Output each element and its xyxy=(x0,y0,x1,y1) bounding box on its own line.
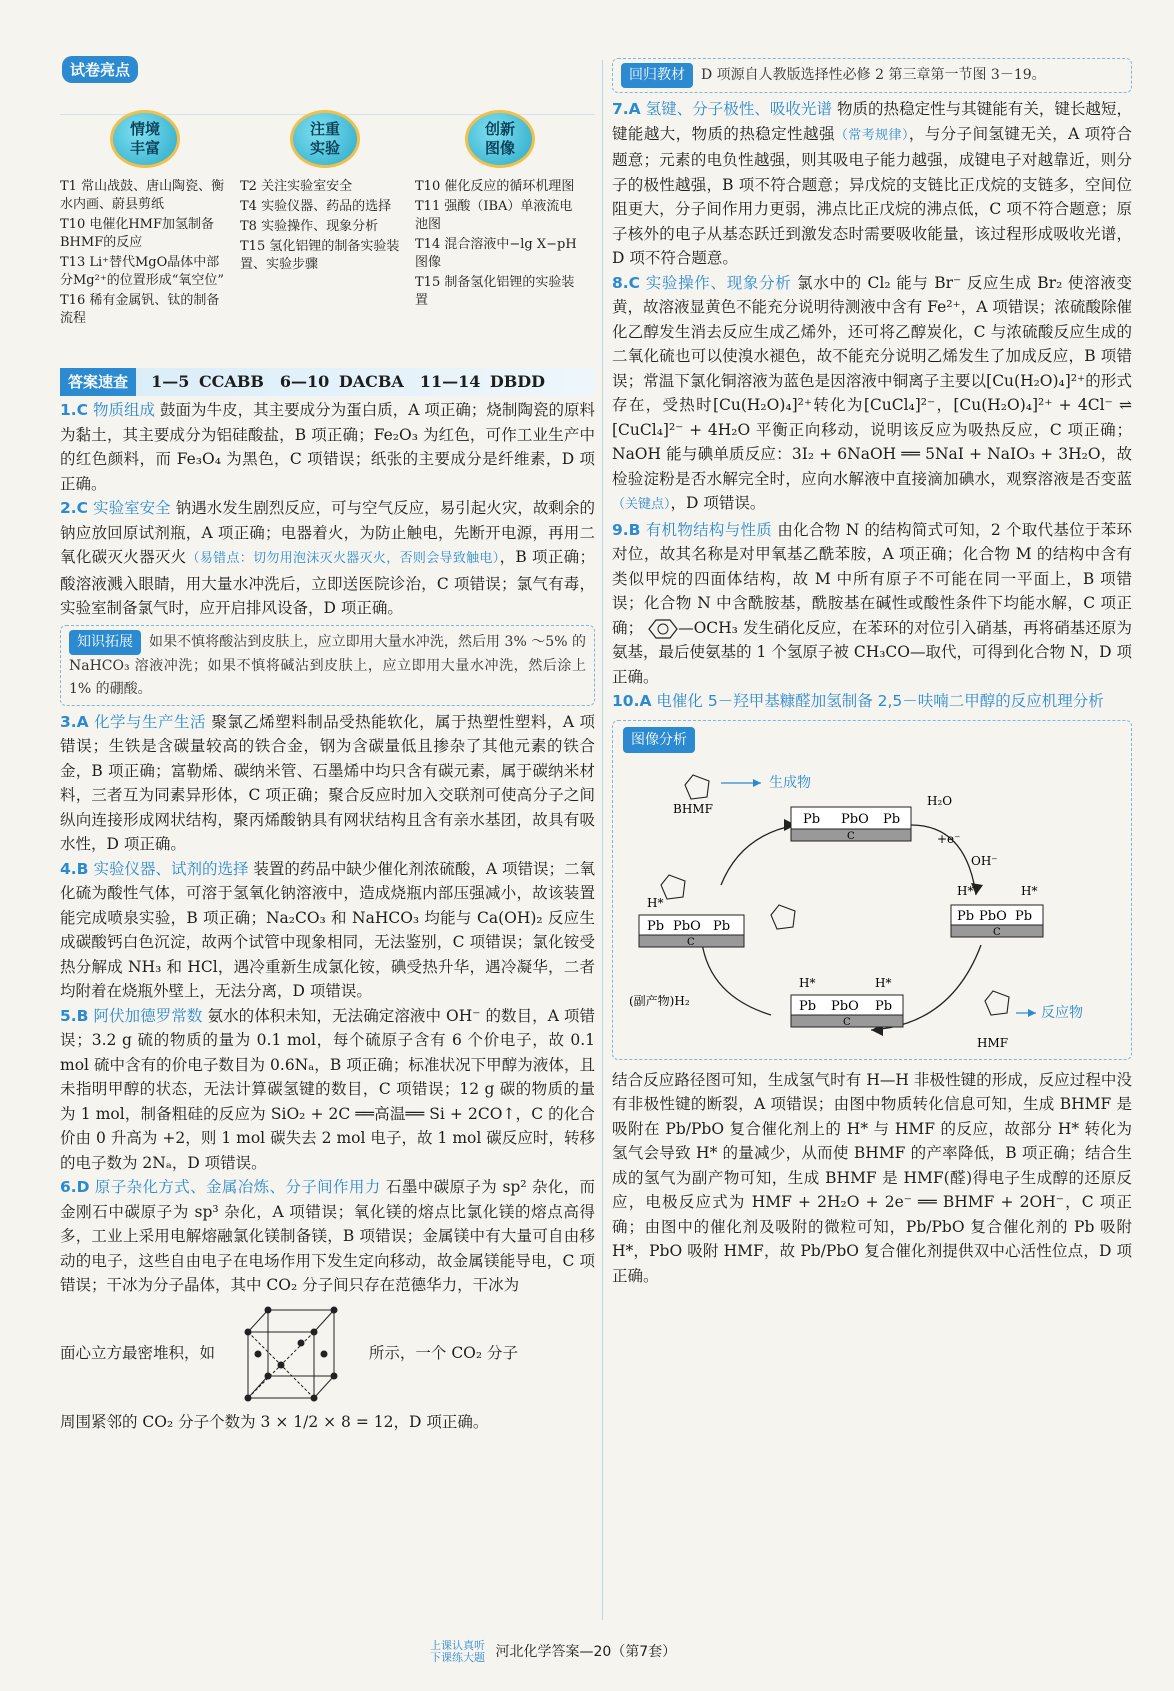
highlight-list xyxy=(240,178,410,274)
dry-ice-crystal-figure xyxy=(232,1302,352,1406)
hydroxide-label: OH⁻ xyxy=(971,853,998,868)
catalyst-pbo: PbO xyxy=(979,908,1007,924)
textbook-tag: 回归教材 xyxy=(621,63,693,88)
catalyst-c: C xyxy=(687,936,695,948)
catalyst-c: C xyxy=(847,830,855,842)
answer-8: 8.C 实验操作、现象分析 氯水中的 Cl₂ 能与 Br⁻ 反应生成 Br₂ 使溶液变黄，故溶液显黄色不能充分说明待测液中含有 Fe²⁺，A 项错误；浓硫酸除催化乙醇发生消去反应生成乙烯外，还可将乙醇炭化，C 与浓硫酸反应生成的二氧化硫也可以使溴水褪色，故不能充分说明乙烯发生了加成反应，B 项错误；常温下氯化铜溶液为蓝色是因溶液中铜离子主要以[Cu(H₂O)₄]²⁺的形式存在，受热时[Cu(H₂O)₄]²⁺转化为[CuCl₄]²⁻，[Cu(H₂O)₄]²⁺ + 4Cl⁻ ⇌ [CuCl₄]²⁻ + 4H₂O 平衡正向移动，说明该反应为吸热反应，C 项正确；NaOH 能与碘单质反应：3I₂ + 6NaOH ══ 5NaI + NaIO₃ + 3H₂O，故检验淀粉是否水解完全时，应向水解液中直接滴加碘水，观察溶液是否变蓝（关键点），D 项错误。 xyxy=(612,273,1132,512)
catalyst-pb: Pb xyxy=(799,998,817,1014)
list-item: T10 电催化HMF加氢制备BHMF的反应 xyxy=(60,217,215,250)
mechanism-diagram xyxy=(612,720,1132,1060)
benzene-ring-icon xyxy=(648,618,678,640)
h-star: H* xyxy=(799,975,816,990)
tip-tag: 知识拓展 xyxy=(69,630,141,655)
product-label: 生成物 xyxy=(769,774,811,791)
bhmf-label: BHMF xyxy=(673,801,713,816)
answer-10-body: 结合反应路径图可知，生成氢气时有 H—H 非极性键的形成，反应过程中没有非极性键的断裂，A 项错误；由图中物质转化信息可知，生成 BHMF 是吸附在 Pb/PbO 复合催化剂上的 H* 与 HMF 的反应，故部分 H* 转化为氢气会导致 H* 的量减少，从而使 BHMF 的产率降低，B 项正确；结合生成的氢气为副产物可知，生成 BHMF 是 HMF(醛)得电子生成醇的还原反应，电极反应式为 HMF + 2H₂O + 2e⁻ ══ BHMF + 2OH⁻，C 项正确；由图中的催化剂及吸附的微粒可知，Pb/PbO 复合催化剂的 Pb 吸附 H*，PbO 吸附 HMF，故 Pb/PbO 复合催化剂提供双中心活性位点，D 项正确。 xyxy=(612,1070,1132,1285)
answer-5: 5.B 阿伏加德罗常数 氨水的体积未知，无法确定溶液中 OH⁻ 的数目，A 项错误；3.2 g 硫的物质的量为 0.1 mol，每个硫原子含有 6 个价电子，故 0.1 mol 硫中含有的价电子数目为 0.6Nₐ，B 项正确；标准状况下甲醇为液体，且未指明甲醇的状态，无法计算碳氢键的数目，C 项错误；12 g 碳的物质的量为 1 mol，制备粗硅的反应为 SiO₂ + 2C ══高温══ Si + 2CO↑，C 的化合价由 0 升高为 +2，则 1 mol 碳失去 2 mol 电子，故 1 mol 碳反应时，转移的电子数为 2Nₐ，D 项错误。 xyxy=(60,1006,595,1172)
reactant-label: 反应物 xyxy=(1041,1004,1083,1021)
brand-logo: 上课认真听 下课练大题 xyxy=(430,1639,485,1664)
answer-3: 3.A 化学与生产生活 聚氯乙烯塑料制品受热能软化，属于热塑性塑料，A 项错误；生铁是含碳量较高的铁合金，钢为含碳量低且掺杂了其他元素的铁合金，B 项正确；富勒烯、碳纳米管、石墨烯中均只含有碳元素，属于碳纳米材料，三者互为同素异形体，C 项正确；聚合反应时加入交联剂可使高分子之间纵向连接形成网状结构，聚丙烯酸钠具有网状结构且含有亲水基团，故具有吸水性，D 项正确。 xyxy=(60,712,595,853)
answer-4: 4.B 实验仪器、试剂的选择 装置的药品中缺少催化剂浓硫酸，A 项错误；二氧化硫为酸性气体，可溶于氢氧化钠溶液中，造成烧瓶内部压强减小，故该装置能完成喷泉实验，B 项正确；Na₂CO₃ 和 NaHCO₃ 均能与 Ca(OH)₂ 反应生成碳酸钙白色沉淀，故两个试管中现象相同，无法鉴别，C 项错误；氯化铵受热分解成 NH₃ 和 HCl，遇冷重新生成氯化铵，碘受热升华，遇冷凝华，二者均附着在烧瓶外壁上，无法分离，D 项错误。 xyxy=(60,859,596,1000)
answer-10-heading: 10.A 电催化 5－羟甲基糠醛加氢制备 2,5－呋喃二甲醇的反应机理分析 xyxy=(612,692,1104,710)
highlight-list xyxy=(415,178,585,310)
catalyst-pbo: PbO xyxy=(841,811,869,827)
answer-6-figure-line: 面心立方最密堆积，如 所示，一个 CO₂ 分子 xyxy=(60,1302,595,1406)
answer-9: 9.B 有机物结构与性质 由化合物 N 的结构简式可知，2 个取代基位于苯环对位，故其名称是对甲氧基乙酰苯胺，A 项正确；化合物 M 的结构中含有类似甲烷的四面体结构，故 M 中所有原子不可能在同一平面上，B 项错误；化合物 N 中含酰胺基，酰胺基在碱性或酸性条件下均能水解，C 项正确； —OCH₃ 发生硝化反应，在苯环的对位引入硝基，再将硝基还原为氨基，最后使氨基的 1 个氢原子被 CH₃CO—取代，可得到化合物 N，D 项正确。 xyxy=(612,520,1132,686)
catalytic-cycle xyxy=(621,755,1121,1055)
highlight-badge: 创新图像 xyxy=(465,110,535,168)
catalyst-pb: Pb xyxy=(957,908,975,924)
highlights xyxy=(60,110,595,360)
list-item: T14 混合溶液中−lg X−pH图像 xyxy=(415,237,577,270)
catalyst-pb: Pb xyxy=(883,811,901,827)
list-item: T15 制备氢化铝锂的实验装置 xyxy=(415,275,575,308)
column-divider xyxy=(602,60,603,1620)
list-item: T16 稀有金属钒、钛的制备流程 xyxy=(60,293,220,326)
h-star: H* xyxy=(875,975,892,990)
catalyst-pb: Pb xyxy=(1015,908,1033,924)
catalyst-c: C xyxy=(843,1016,851,1028)
right-answers xyxy=(612,58,1132,1288)
answer-key-tag: 答案速查 xyxy=(60,368,136,396)
list-item: T11 强酸（IBA）单液流电池图 xyxy=(415,199,573,232)
h-star: H* xyxy=(957,883,974,898)
diagram-tag: 图像分析 xyxy=(623,727,695,754)
answer-2: 2.C 实验室安全 钠遇水发生剧烈反应，可与空气反应，易引起火灾，故剩余的钠应放回原试剂瓶，A 项正确；电器着火，为防止触电，先断开电源，再用二氧化碳灭火器灭火（易错点：切勿用泡沫灭火器灭火，否则会导致触电），B 项正确；酸溶液溅入眼睛，用大量水冲洗后，立即送医院诊治，C 项错误；氯气有毒，实验室制备氯气时，应开启排风设备，D 项正确。 xyxy=(60,499,595,617)
catalyst-pbo: PbO xyxy=(673,918,701,934)
knowledge-tip: 知识拓展 如果不慎将酸沾到皮肤上，应立即用大量水冲洗，然后用 3% ～5% 的 NaHCO₃ 溶液冲洗；如果不慎将碱沾到皮肤上，应立即用大量水冲洗，然后涂上 1% 的硼酸。 xyxy=(60,625,595,706)
electron-label: +e⁻ xyxy=(937,831,961,846)
list-item: T15 氢化铝锂的制备实验装置、实验步骤 xyxy=(240,239,400,272)
answer-7: 7.A 氢键、分子极性、吸收光谱 物质的热稳定性与其键能有关，键长越短，键能越大，物质的热稳定性越强（常考规律），与分子间氢键无关，A 项符合题意；元素的电负性越强，则其吸电子能力越强，成键电子对越靠近，则分子的极性越强，B 项不符合题意；异戊烷的支链比正戊烷的支链多，空间位阻更大，分子间作用力更弱，沸点比正戊烷的沸点低，C 项不符合题意；原子核外的电子从基态跃迁到激发态时需要吸收能量，该过程形成吸收光谱，D 项不符合题意。 xyxy=(612,100,1132,267)
catalyst-c: C xyxy=(993,926,1001,938)
list-item: T1 常山战鼓、唐山陶瓷、衡水内画、蔚县剪纸 xyxy=(60,179,225,212)
h-star: H* xyxy=(1021,883,1038,898)
list-item: T4 实验仪器、药品的选择 xyxy=(240,199,392,214)
answer-6-end: 周围紧邻的 CO₂ 分子个数为 3 × 1/2 × 8 = 12，D 项正确。 xyxy=(60,1412,489,1431)
left-answers xyxy=(60,398,595,1434)
textbook-note: 回归教材 D 项源自人教版选择性必修 2 第三章第一节图 3－19。 xyxy=(612,58,1132,93)
list-item: T13 Li⁺替代MgO晶体中部分Mg²⁺的位置形成“氧空位” xyxy=(60,255,224,288)
highlight-column-situation xyxy=(60,110,230,330)
catalyst-pb: Pb xyxy=(647,918,665,934)
highlight-list xyxy=(60,178,230,328)
catalyst-pb: Pb xyxy=(875,998,893,1014)
list-item: T8 实验操作、现象分析 xyxy=(240,219,379,234)
page-footer xyxy=(430,1640,830,1664)
highlight-column-image xyxy=(415,110,585,312)
answer-1: 1.C 物质组成 鼓面为牛皮，其主要成分为蛋白质，A 项正确；烧制陶瓷的原料为黏土，其主要成分为铝硅酸盐，B 项正确；Fe₂O₃ 为红色，可作工业生产中的红色颜料，而 Fe₃O₄ 为黑色，C 项错误；纸张的主要成分是纤维素，D 项正确。 xyxy=(60,401,595,493)
water-label: H₂O xyxy=(927,793,953,808)
page-number: 河北化学答案—20（第7套） xyxy=(495,1644,677,1660)
catalyst-pbo: PbO xyxy=(831,998,859,1014)
answer-6: 6.D 原子杂化方式、金属冶炼、分子间作用力 石墨中碳原子为 sp² 杂化，而金刚石中碳原子为 sp³ 杂化，A 项错误；氧化镁的熔点比氯化镁的熔点高得多，工业上采用电解熔融氯化镁制备镁，B 项错误；金属镁中有大量可自由移动的电子，这些自由电子在电场作用下发生定向移动，故金属镁能导电，C 项错误；干冰为分子晶体，其中 CO₂ 分子间只存在范德华力，干冰为 xyxy=(60,1178,595,1294)
catalyst-pb: Pb xyxy=(803,811,821,827)
answer-key-bar xyxy=(60,368,595,396)
highlight-badge: 注重实验 xyxy=(290,110,360,168)
highlight-badge: 情境丰富 xyxy=(110,110,180,168)
highlight-column-experiment xyxy=(240,110,410,276)
highlights-tag: 试卷亮点 xyxy=(62,56,138,83)
h-star: H* xyxy=(647,895,664,910)
list-item: T2 关注实验室安全 xyxy=(240,179,353,194)
catalyst-pb: Pb xyxy=(713,918,731,934)
byproduct-label: (副产物)H₂ xyxy=(629,993,690,1008)
hmf-label: HMF xyxy=(977,1035,1009,1050)
answer-keys: 1—5 CCABB 6—10 DACBA 11—14 DBDD xyxy=(151,372,546,391)
list-item: T10 催化反应的循环机理图 xyxy=(415,179,575,194)
